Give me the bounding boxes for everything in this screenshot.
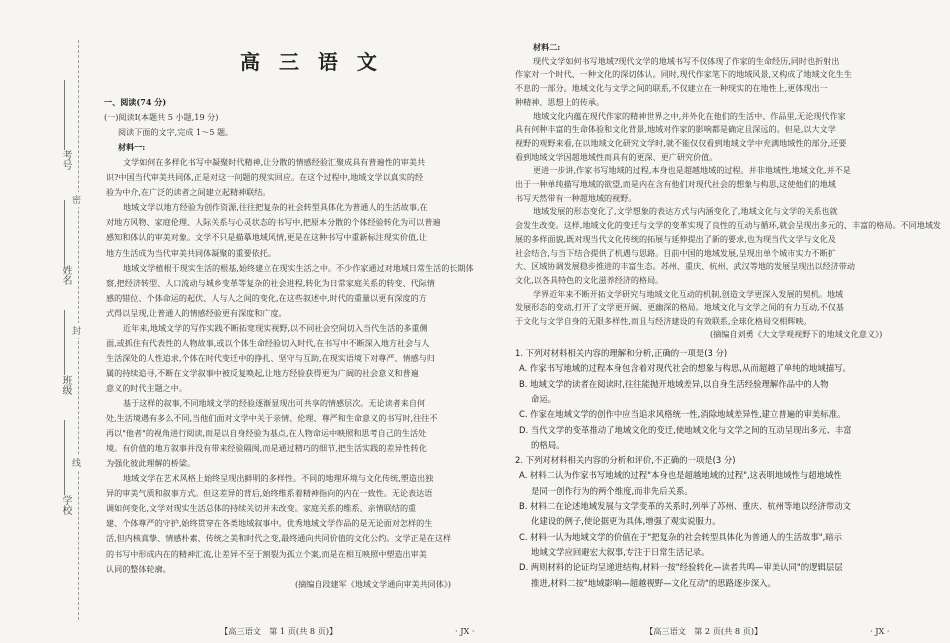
write-line xyxy=(64,420,65,495)
text-line: 大、区域协调发展稳步推进的丰富生态。苏州、重庆、杭州、武汉等地的发展呈现出以经济带动 xyxy=(515,261,855,272)
text-line: 种精神、思想上的传承。 xyxy=(515,96,605,107)
edition-code: · JX · xyxy=(455,626,475,636)
text-line: 作家对一个时代、一种文化的深切体认。同时,现代作家笔下的地域风景,又构成了地域文化生生 xyxy=(515,69,852,80)
answer-option: D. 当代文学的变革推动了地域文化的变迁,使地域文化与文学之间的互动呈现出多元、丰富 xyxy=(519,424,852,435)
text-line: 对地方风物、家庭伦理、人际关系与心灵状态的书写中,把原本分散的个体经验转化为可以普遍 xyxy=(106,217,441,228)
text-line: 发展形态的变动,打开了文学更开阔、更幽深的格局。地域文化与文学之间的有力互动,不仅基 xyxy=(515,302,844,313)
text-line: 境。有价值的地方叙事并没有带来经验隔阂,而是通过精巧的细节,把生活实践的差异性转化 xyxy=(106,443,427,454)
text-line: 建、个体尊严的守护,始终贯穿在各类地域叙事中。优秀地域文学作品的是无论面对怎样的生 xyxy=(106,518,433,529)
write-line xyxy=(64,310,65,375)
text-line: 基于这样的叙事,不同地域文学的经验逐渐显现出可共享的情感层次。无论读者来自何 xyxy=(123,398,426,408)
edition-code: · JX · xyxy=(870,626,890,636)
text-line: 处,生活境遇有多么不同,当他们面对文学中关于亲情、伦理、尊严和生命意义的书写时,往往不 xyxy=(106,413,438,424)
question-stem: 2. 下列对材料相关内容的分析和评价,不正确的一项是(3 分) xyxy=(515,455,736,466)
text-line: 一、阅读(74 分) xyxy=(104,97,167,107)
text-line: 地域文化内蕴在现代作家的精神世界之中,并外化在他们的生活中、作品里,无论现代作家 xyxy=(533,110,846,121)
text-line: 为强化彼此理解的桥梁。 xyxy=(106,458,196,469)
source-citation: (摘编自刘勇《大文学观视野下的地域文化意义》) xyxy=(710,329,883,339)
text-line: 学界近年来不断开拓文学研究与地域文化互动的机制,创造文学更深入发展的契机。地域 xyxy=(533,288,844,299)
text-line: 不息的一部分。地域文化与文学之间的联系,不仅建立在一种现实的在地性上,更体现出一 xyxy=(515,83,828,94)
page-title: 高 三 语 文 xyxy=(240,50,383,74)
text-line: 活,但内核真挚、情感朴素、传统之美和时代之变,最终通向共同价值的文化公约。文学正是在这样 xyxy=(106,533,452,544)
seal-char: 线 xyxy=(72,455,81,470)
text-line: 地方生活成为当代审美共同体凝聚的重要依托。 xyxy=(106,247,276,258)
answer-option-continued: 命运。 xyxy=(531,393,557,404)
text-line: 出于一种单纯描写地域的欲望,而是内在含有他们对现代社会的想象与构思,这使他们的地域 xyxy=(515,179,836,189)
text-line: 看到地域文学因超地域性而具有的更深、更广研究价值。 xyxy=(515,151,718,162)
text-line: 认同的整体轮廓。 xyxy=(106,563,171,574)
text-line: 调如何变化,文学对现实生活总体的持续关切并未改变。家庭关系的维系、亲情联结的重 xyxy=(106,503,417,514)
text-line: 式得以呈现,让普通人的情感经验更有深度和广度。 xyxy=(106,307,287,318)
text-line: 文学如何在多样化书写中凝聚时代精神,让分散的情感经验汇聚成具有普遍性的审美共 xyxy=(123,157,426,168)
text-line: 属的持续追寻,不断在文学叙事中被反复唤起,让地方经验获得更为广阔的社会意义和普遍 xyxy=(106,367,419,378)
text-line: 地域发展的形态变化了,文学想象的表达方式与内涵变化了,地域文化与文学的关系也就 xyxy=(533,206,838,217)
text-line: 视野的观野来看,在以地域文化研究文学时,就不能仅仅看到地域文学中充满地域性的部分,还要 xyxy=(515,137,847,148)
answer-option-continued: 地域文学应回避宏大叙事,专注于日常生活记录。 xyxy=(531,546,710,557)
text-line: 阅读下面的文字,完成 1～5 题。 xyxy=(118,127,234,138)
text-line: 近年来,地域文学的写作实践不断拓宽现实视野,以不同社会空间切入当代生活的多重侧 xyxy=(123,322,428,333)
answer-option-continued: 化建设的例子,使论据更为具体,增强了观实说服力。 xyxy=(531,516,721,527)
answer-option-continued: 推进,材料二按"地域影响—超越视野—文化互动"的思路逐步深入。 xyxy=(531,577,776,588)
text-line: 会发生改变。这样,地域文化的变迁与文学的变革实现了良性的互动与循环,就会呈现出多元的、丰富的格局。不同地域发 xyxy=(515,220,942,231)
answer-option: D. 两则材料的论证均呈递进结构,材料一按"经验转化—读者共鸣—审美认同"的逻辑层层 xyxy=(519,562,843,573)
margin-label-school: 学校 xyxy=(60,495,71,515)
text-line: 现代文学如何书写地域?现代文学的地域书写不仅体现了作家的生命经历,同时也折射出 xyxy=(533,55,840,66)
answer-option: C. 作家在地域文学的创作中应当追求风格统一性,消除地域差异性,建立普遍的审美标准。 xyxy=(519,409,846,420)
margin-label-exam-number: 考号 xyxy=(60,150,71,170)
page-footer: 【高三语文 第 2 页(共 8 页)】 xyxy=(645,626,763,636)
text-line: 于文化与文学自身的无限多样性,而且与经济建设的有效联系,全球化格局交相辉映。 xyxy=(515,316,812,326)
text-line: 异的审美气质和叙事方式。但这差异的背后,始终维系着精神指向的内在一致性。无论表达语 xyxy=(106,488,433,499)
text-line: 地域文学植根于现实生活的根基,始终建立在现实生活之中。不少作家通过对地域日常生活的长期体 xyxy=(123,262,474,273)
text-line: 社会结合,与当下结合提供了机遇与思路。目前中国的地域发展,呈现出单个城市实力不断扩 xyxy=(515,247,836,258)
text-line: 地域文学在艺术风格上始终呈现出鲜明的多样性。不同的地理环境与文化传统,塑造出独 xyxy=(123,473,434,484)
text-line: 材料二: xyxy=(533,42,561,52)
answer-option-continued: 的格局。 xyxy=(531,439,565,450)
binding-margin xyxy=(0,0,100,643)
text-line: 再以"他者"的视角进行阅读,而是以自身经验为基点,在人物命运中映照和思考自己的生活处 xyxy=(106,428,427,439)
question-stem: 1. 下列对材料相关内容的理解和分析,正确的一项是(3 分) xyxy=(515,348,728,358)
margin-label-class: 班级 xyxy=(60,375,71,395)
margin-label-name: 姓名 xyxy=(60,265,71,285)
text-line: 书写天然带有一种超地域的视野。 xyxy=(515,192,637,203)
text-line: 面,或抓住有代表性的人物故事,或以个体生命经验切入时代,在书写中不断深入地方社会与人 xyxy=(106,337,430,348)
write-line xyxy=(64,200,65,265)
text-line: 感的错位、个体命运的起伏、人与人之间的变化,在这些叙述中,时代的重量以更有深度的方 xyxy=(106,292,427,303)
text-line: 验为中介,在广泛的读者之间建立起精神联结。 xyxy=(106,187,271,198)
text-line: 展的多样面貌,既对现当代文化传统的拓展与延伸提出了新的要求,也为现当代文学与文化及 xyxy=(515,233,836,244)
text-line: 文化,以各具特色的文化滋养经济的格局。 xyxy=(515,274,664,285)
answer-option: B. 地域文学的读者在阅读时,往往能抛开地域差异,以自身生活经验理解作品中的人物 xyxy=(519,378,829,389)
answer-option: B. 材料二在论述地域发展与文学变革的关系时,列举了苏州、重庆、杭州等地以经济带动文 xyxy=(519,501,851,511)
text-line: 察,把经济转型、人口流动与城乡变革等复杂的社会进程,转化为日常家庭关系的转变、代际情 xyxy=(106,277,435,288)
answer-option: A. 材料二认为作家书写地域的过程"本身也是超越地域的过程",这表明地域性与超地域性 xyxy=(519,470,842,481)
text-line: (一)阅读Ⅰ(本题共 5 小题,19 分) xyxy=(104,112,219,123)
text-line: 意义的时代主题之中。 xyxy=(106,382,187,393)
answer-option-continued: 是同一创作行为的两个维度,而非先后关系。 xyxy=(531,485,693,496)
text-line: 具有何种丰富的生命体验和文化背景,地域对作家的影响都是确定且深远的。但是,以大文学 xyxy=(515,124,836,135)
text-line: 材料一: xyxy=(118,142,146,153)
text-line: 地域文学以地方经验为创作资源,往往把复杂的社会转型具体化为普通人的生活故事,在 xyxy=(123,202,428,213)
text-line: 的书写中形成内在的精神汇流,让差异不至于割裂为孤立个案,而是在相互映照中塑造出审美 xyxy=(106,548,427,559)
text-line: 感知和体认的审美对象。文学不只是描摹地域风情,更是在这种书写中重新标注现实价值,让 xyxy=(106,232,427,243)
text-line: 更进一步讲,作家书写地域的过程,本身也是超越地域的过程。并非地域性,地域文化,并不是 xyxy=(533,165,851,176)
text-line: 生活深处的人性追求,个体在时代变迁中的挣扎、坚守与互助,在现实语境下对尊严、情感与归 xyxy=(106,352,435,363)
answer-option: A. 作家书写地域的过程本身包含着对现代社会的想象与构思,从而超越了单纯的地域描写。 xyxy=(519,363,851,374)
seal-char: 封 xyxy=(72,323,81,338)
answer-option: C. 材料一认为地域文学的价值在于"把复杂的社会转型具体化为普通人的生活故事",暗示 xyxy=(519,531,843,542)
page-footer: 【高三语文 第 1 页(共 8 页)】 xyxy=(220,626,338,636)
source-citation: (摘编自段建军《地域文学通向审美共同体》) xyxy=(295,579,452,589)
text-line: 识?中国当代审美共同体,正是对这一问题的现实回应。在这个过程中,地域文学以真实的经 xyxy=(106,172,424,183)
seal-char: 密 xyxy=(72,192,81,207)
write-line xyxy=(64,80,65,150)
